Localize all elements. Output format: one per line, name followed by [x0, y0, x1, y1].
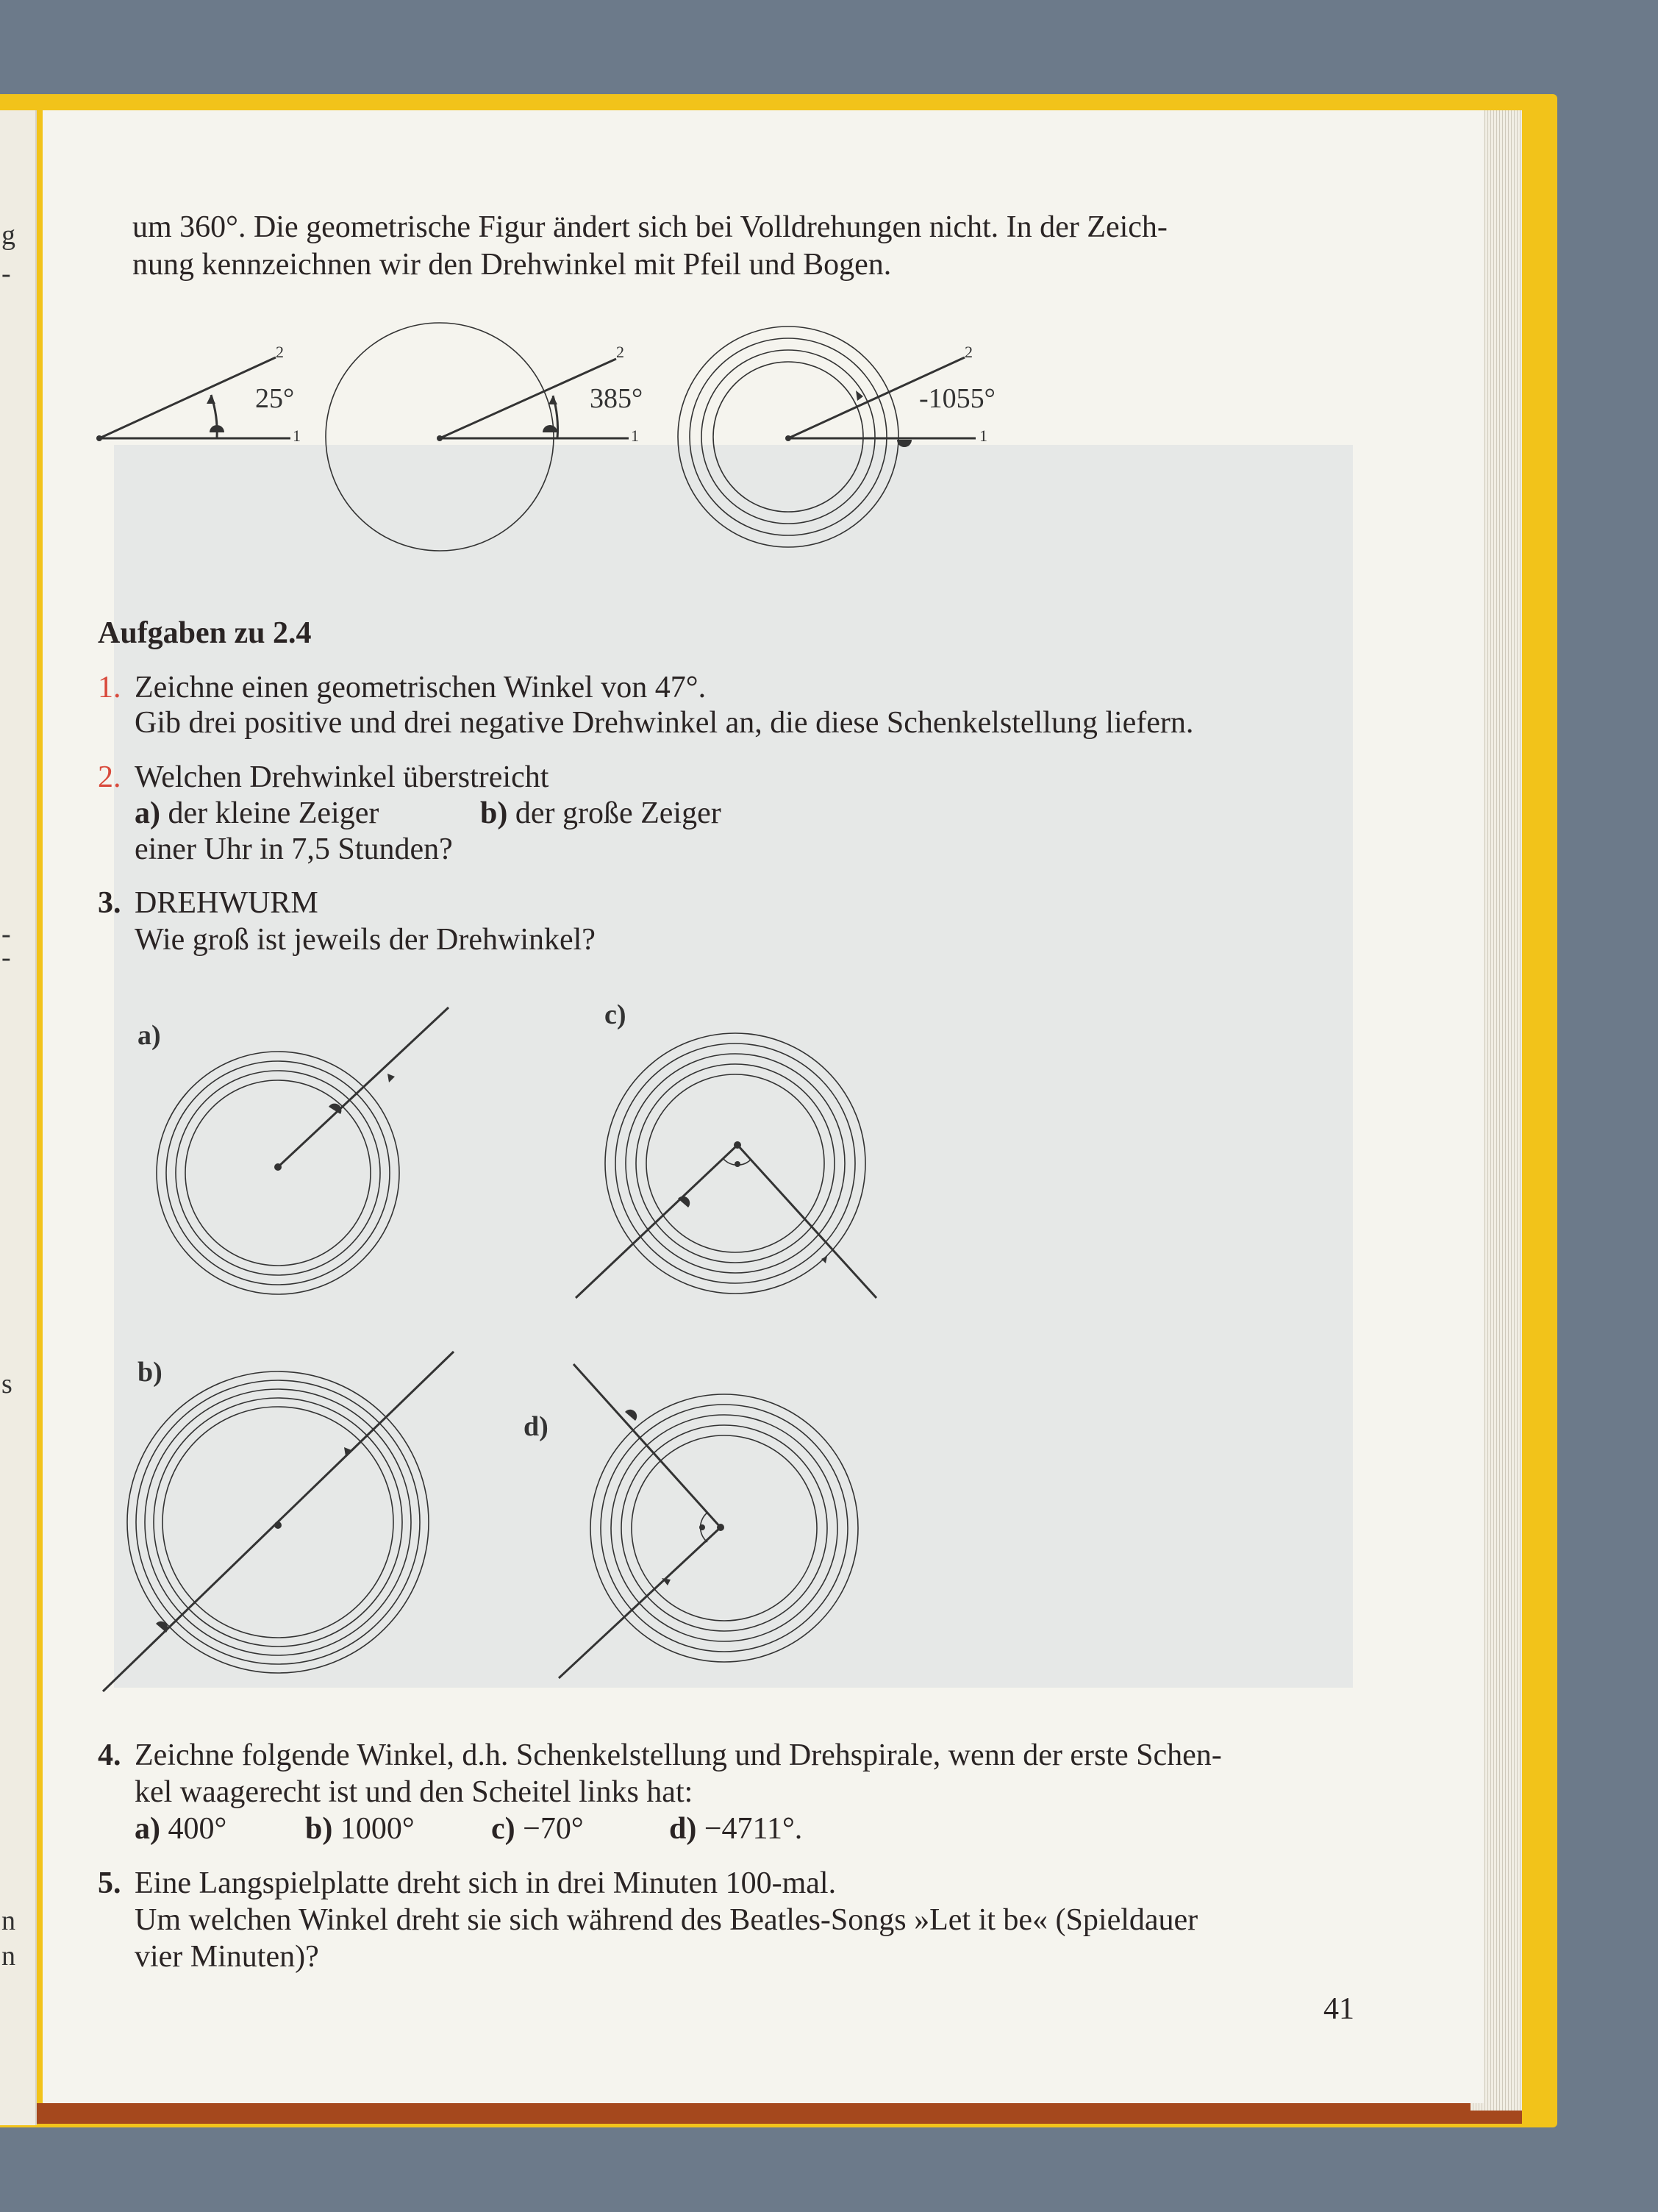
arrow-head — [387, 1074, 395, 1082]
vertex-dot — [274, 1163, 282, 1171]
ray-label-2: 2 — [616, 343, 624, 361]
ray-pair — [559, 1364, 721, 1678]
left-page-char: - — [1, 942, 11, 973]
task-1-line-2: Gib drei positive und drei negative Drehwinkel an, die diese Schenkelstellung liefern. — [135, 706, 1194, 740]
left-page-char: n — [1, 1941, 15, 1972]
left-page-char: g — [1, 220, 15, 251]
task-4-a-value: 400° — [168, 1812, 227, 1846]
left-page-char: - — [1, 918, 11, 949]
vertex-dot — [717, 1524, 724, 1531]
spiral-label-b: b) — [137, 1357, 162, 1388]
task-4-b-value: 1000° — [340, 1812, 415, 1846]
section-heading: Aufgaben zu 2.4 — [98, 616, 312, 650]
task-2-b-label: b) — [480, 796, 508, 830]
spiral-turn — [601, 1405, 848, 1652]
spiral-turn — [611, 1415, 837, 1641]
task-1-line-1: Zeichne einen geometrischen Winkel von 47°. — [135, 671, 707, 704]
intro-line-1: um 360°. Die geometrische Figur ändert sich bei Volldrehungen nicht. In der Zeich- — [132, 210, 1168, 244]
task-2-line-3: einer Uhr in 7,5 Stunden? — [135, 832, 453, 866]
ray — [278, 1007, 449, 1167]
task-5-line-3: vier Minuten)? — [135, 1940, 319, 1974]
left-page-char: n — [1, 1905, 15, 1936]
task-3-line-2: Wie groß ist jeweils der Drehwinkel? — [135, 923, 596, 957]
ray-label-1: 1 — [631, 427, 639, 445]
task-2-a-text: der kleine Zeiger — [168, 796, 379, 830]
ray-pair — [576, 1145, 876, 1298]
start-mark — [678, 1196, 690, 1207]
task-4-c-label: c) — [491, 1812, 515, 1846]
angle-label-minus-1055: -1055° — [919, 383, 996, 414]
task-1-number: 1. — [98, 671, 121, 704]
intro-line-2: nung kennzeichnen wir den Drehwinkel mit Pfeil und Bogen. — [132, 248, 892, 282]
spiral-label-c: c) — [604, 999, 626, 1030]
ray-label-1: 1 — [293, 427, 301, 445]
arrow-head — [821, 1256, 827, 1263]
task-4-d-value: −4711°. — [704, 1812, 803, 1846]
left-page-char: s — [1, 1369, 12, 1399]
angle-label-25: 25° — [255, 383, 295, 414]
right-angle-dot — [699, 1524, 705, 1530]
right-angle-dot — [735, 1161, 740, 1167]
spiral-turn — [632, 1435, 817, 1621]
ray-label-2: 2 — [276, 343, 284, 361]
task-2-line-1: Welchen Drehwinkel überstreicht — [135, 760, 549, 794]
vertex-dot — [734, 1141, 741, 1149]
task-5-number: 5. — [98, 1866, 121, 1900]
spiral-turn — [590, 1394, 858, 1662]
angle-label-385: 385° — [590, 383, 643, 414]
task-4-number: 4. — [98, 1738, 121, 1772]
task-3-line-1: DREHWURM — [135, 886, 318, 920]
spiral-turn — [621, 1425, 827, 1631]
task-4-d-label: d) — [669, 1812, 697, 1846]
start-mark — [625, 1410, 637, 1421]
task-3-number: 3. — [98, 886, 121, 920]
task-4-line-1: Zeichne folgende Winkel, d.h. Schenkelstellung und Drehspirale, wenn der erste Schen- — [135, 1738, 1222, 1772]
vertex-dot — [274, 1521, 282, 1529]
ray — [103, 1352, 454, 1691]
task-2-a-label: a) — [135, 796, 160, 830]
ray-label-2: 2 — [965, 343, 973, 361]
spiral-label-a: a) — [137, 1020, 161, 1051]
task-4-a-label: a) — [135, 1812, 160, 1846]
task-2-number: 2. — [98, 760, 121, 794]
task-4-c-value: −70° — [523, 1812, 584, 1846]
task-4-line-2: kel waagerecht ist und den Scheitel links hat: — [135, 1775, 693, 1809]
spiral-label-d: d) — [524, 1411, 549, 1442]
page-number: 41 — [1323, 1992, 1354, 2026]
task-2-b-text: der große Zeiger — [515, 796, 721, 830]
ray-label-1: 1 — [979, 427, 987, 445]
spiral-turn — [185, 1080, 371, 1266]
task-5-line-2: Um welchen Winkel dreht sie sich während des Beatles-Songs »Let it be« (Spieldauer — [135, 1903, 1198, 1937]
task-4-b-label: b) — [305, 1812, 333, 1846]
left-page-char: - — [1, 258, 11, 289]
task-5-line-1: Eine Langspielplatte dreht sich in drei Minuten 100-mal. — [135, 1866, 837, 1900]
